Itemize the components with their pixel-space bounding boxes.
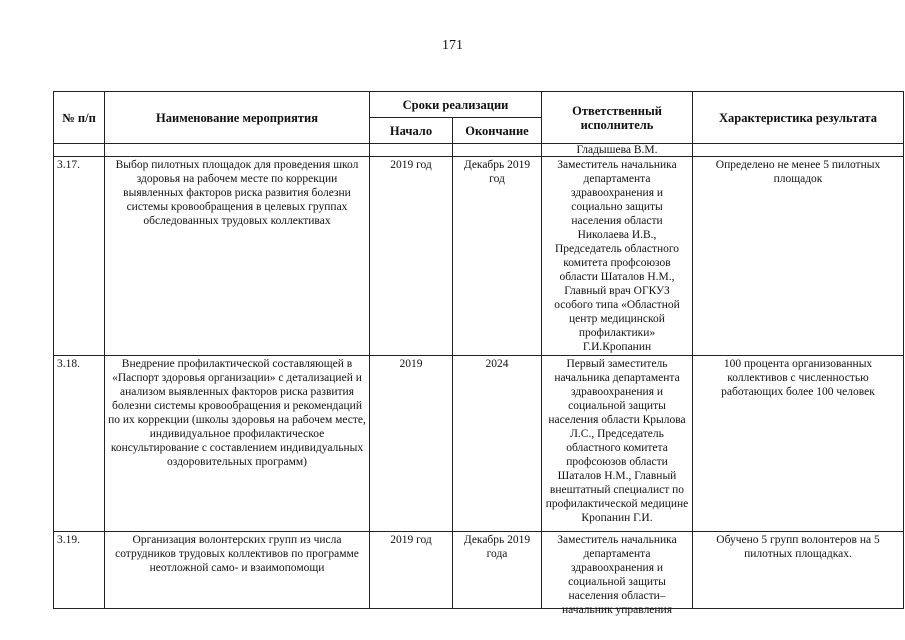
table-row	[54, 532, 904, 609]
row-num: 3.17.	[54, 157, 105, 356]
continuation-row	[54, 144, 904, 157]
row-name: Организация волонтерских групп из числа сотрудников трудовых коллективов по программе неотложной само- и взаимопомощи	[115, 534, 359, 574]
row-start: 2019	[370, 356, 453, 532]
header-name: Наименование мероприятия	[105, 92, 370, 144]
header-start: Начало	[370, 118, 453, 144]
row-responsible: Первый заместитель начальника департамента здравоохранения и социальной защиты населения области Крылова Л.С., Председатель областного комитета профсоюзов области Шаталов Н.М., Главный внештатный специалист по профилактической медицине Кропанин Г.И.	[542, 356, 693, 532]
header-end: Окончание	[453, 118, 542, 144]
activities-table	[53, 91, 904, 616]
row-end: 2024	[453, 356, 542, 532]
header-terms: Сроки реализации	[370, 92, 542, 118]
table-row	[54, 157, 904, 356]
row-result: Определено не менее 5 пилотных площадок	[693, 157, 904, 356]
row-responsible: Заместитель начальника департамента здравоохранения и социальной защиты населения области– начальник управления	[557, 534, 677, 616]
row-name: Выбор пилотных площадок для проведения школ здоровья на рабочем месте по коррекции выявленных факторов риска развития болезни системы кровообращения в целевых группах обследованных трудовых коллективах	[105, 157, 370, 356]
page-number: 171	[442, 38, 463, 53]
table-header-row	[54, 92, 904, 118]
row-end: Декабрь 2019 года	[463, 534, 531, 560]
row-num: 3.19.	[57, 534, 80, 546]
row-num: 3.18.	[54, 356, 105, 532]
row-start: 2019 год	[370, 157, 453, 356]
continuation-responsible: Гладышева В.М.	[542, 144, 693, 157]
table-row	[54, 356, 904, 532]
row-start: 2019 год	[390, 534, 432, 546]
header-num: № п/п	[54, 92, 105, 144]
row-result: 100 процента организованных коллективов с численностью работающих более 100 человек	[693, 356, 904, 532]
row-end: Декабрь 2019 год	[453, 157, 542, 356]
row-name: Внедрение профилактической составляющей в «Паспорт здоровья организации» с детализацией и анализом выявленных факторов риска развития болезни системы кровообращения и рекомендаций по их коррекции (школы здоровья на рабочем месте, индивидуальное профилактическое консультирование с составлением индивидуальных оздоровительных программ)	[105, 356, 370, 532]
row-result: Обучено 5 групп волонтеров на 5 пилотных площадках.	[716, 534, 880, 560]
header-result: Характеристика результата	[693, 92, 904, 144]
row-responsible: Заместитель начальника департамента здравоохранения и социально защиты населения области Николаева И.В., Председатель областного комитета профсоюзов области Шаталов Н.М., Главный врач ОГКУЗ особого типа «Областной центр медицинской профилактики» Г.И.Кропанин	[542, 157, 693, 356]
header-responsible: Ответственный исполнитель	[542, 92, 693, 144]
